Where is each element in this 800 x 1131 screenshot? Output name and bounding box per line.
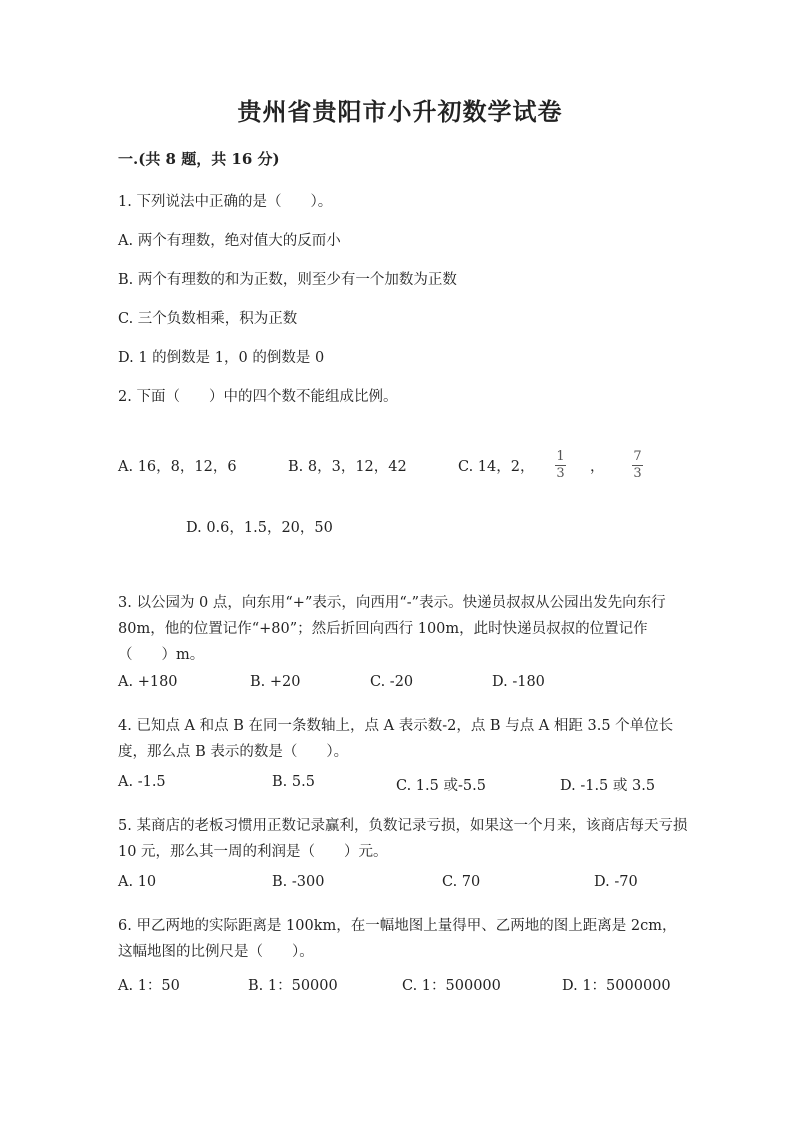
page-title: 贵州省贵阳市小升初数学试卷	[237, 97, 563, 126]
question-5-option-b[interactable]: B. -300	[272, 874, 325, 890]
question-4-option-d[interactable]: D. -1.5 或 3.5	[560, 778, 656, 794]
fraction-seven-thirds	[632, 450, 643, 481]
question-4-stem: 4. 已知点 A 和点 B 在同一条数轴上，点 A 表示数-2，点 B 与点 A 相距 3.5 个单位长度，那么点 B 表示的数是（ ）。	[118, 718, 674, 760]
question-4-option-b[interactable]: B. 5.5	[272, 774, 315, 790]
question-2-option-b[interactable]: B. 8，3，12，42	[288, 459, 407, 475]
question-1-option-c[interactable]: C. 三个负数相乘，积为正数	[118, 311, 298, 327]
question-3-option-c[interactable]: C. -20	[370, 674, 414, 690]
question-4-option-c[interactable]: C. 1.5 或-5.5	[396, 778, 486, 794]
question-1-stem: 1. 下列说法中正确的是（ ）。	[118, 194, 333, 210]
question-6-option-a[interactable]: A. 1：50	[118, 978, 180, 994]
question-3-option-d[interactable]: D. -180	[492, 674, 545, 690]
question-2-stem: 2. 下面（ ）中的四个数不能组成比例。	[118, 389, 398, 405]
fraction-numerator: 7	[633, 449, 642, 464]
question-2-option-a[interactable]: A. 16，8，12，6	[118, 459, 237, 475]
question-5-option-c[interactable]: C. 70	[442, 874, 481, 890]
question-4-option-a[interactable]: A. -1.5	[118, 774, 166, 790]
question-6-option-b[interactable]: B. 1：50000	[248, 978, 338, 994]
fraction-denominator: 3	[556, 466, 565, 481]
fraction-numerator: 1	[556, 449, 565, 464]
question-1-option-b[interactable]: B. 两个有理数的和为正数，则至少有一个加数为正数	[118, 272, 457, 288]
question-6-option-c[interactable]: C. 1：500000	[402, 978, 501, 994]
question-6-stem: 6. 甲乙两地的实际距离是 100km，在一幅地图上量得甲、乙两地的图上距离是 2cm，这幅地图的比例尺是（ ）。	[118, 918, 677, 960]
question-5-stem: 5. 某商店的老板习惯用正数记录赢利，负数记录亏损，如果这一个月来，该商店每天亏损 10 元，那么其一周的利润是（ ）元。	[118, 818, 688, 860]
fraction-one-third	[555, 450, 566, 481]
question-6-option-d[interactable]: D. 1：5000000	[562, 978, 671, 994]
section-heading: 一.(共 8 题，共 16 分)	[118, 150, 280, 168]
question-2-option-c[interactable]: C. 14，2，	[458, 459, 535, 475]
question-3-stem: 3. 以公园为 0 点，向东用“+”表示，向西用“-”表示。快递员叔叔从公园出发先向东行 80m，他的位置记作“+80”；然后折回向西行 100m，此时快递员叔叔的位置记作（ ）m。	[118, 595, 666, 663]
fraction-separator: ，	[590, 459, 605, 475]
question-3-option-a[interactable]: A. +180	[118, 674, 178, 690]
question-5-option-d[interactable]: D. -70	[594, 874, 638, 890]
fraction-denominator: 3	[633, 466, 642, 481]
question-2-option-d[interactable]: D. 0.6，1.5，20，50	[186, 520, 333, 536]
question-5-option-a[interactable]: A. 10	[118, 874, 157, 890]
question-1-option-a[interactable]: A. 两个有理数，绝对值大的反而小	[118, 233, 341, 249]
question-3-option-b[interactable]: B. +20	[250, 674, 301, 690]
question-1-option-d[interactable]: D. 1 的倒数是 1，0 的倒数是 0	[118, 350, 325, 366]
